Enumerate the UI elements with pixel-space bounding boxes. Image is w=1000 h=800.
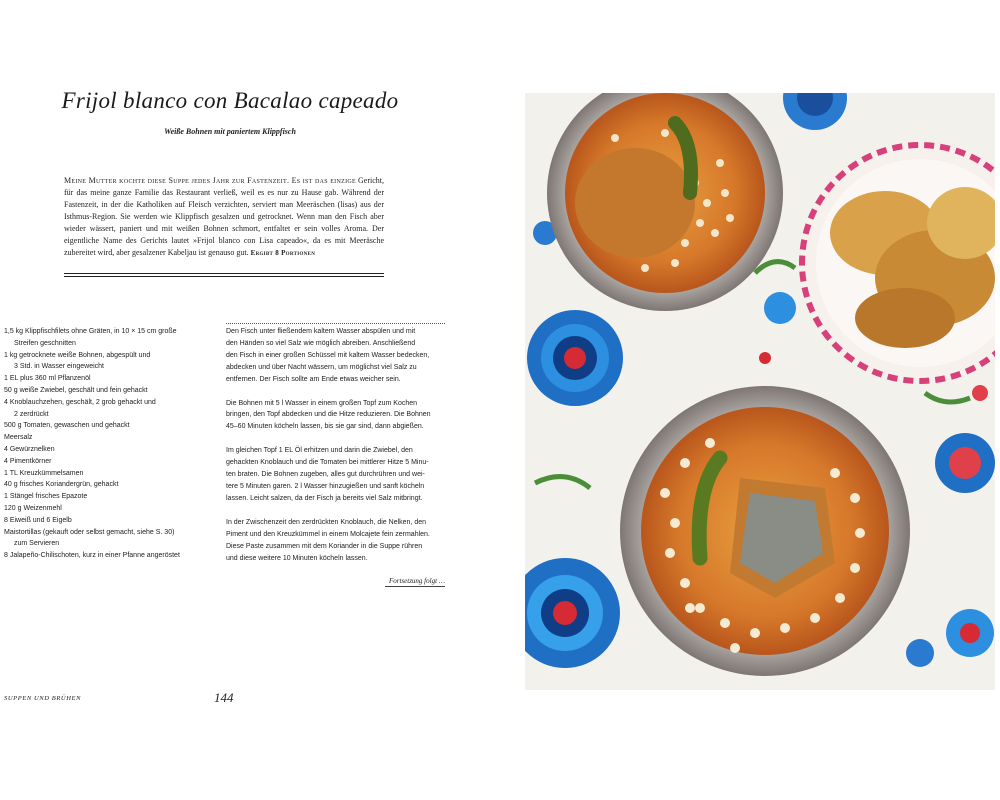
ingredient-line: 1 EL plus 360 ml Pflanzenöl	[4, 375, 91, 383]
method-paragraph	[226, 398, 448, 434]
method-line: lassen. Leicht salzen, da der Fisch ja bereits viel Salz mitbringt.	[226, 494, 423, 502]
ingredient-line: 1,5 kg Klippfischfilets ohne Gräten, in 10 × 15 cm große	[4, 328, 177, 335]
intro-rule-bottom	[64, 276, 384, 277]
footer-section: SUPPEN UND BRÜHEN	[4, 695, 81, 702]
bowl-bottom	[620, 386, 910, 676]
ingredient-line: zum Servieren	[14, 540, 60, 548]
method-paragraph	[226, 445, 448, 505]
ingredient-line: 120 g Weizenmehl	[4, 504, 62, 512]
continue-rule	[385, 586, 445, 587]
method-line: gehackten Knoblauch und die Tomaten bei mittlerer Hitze 5 Minu-	[226, 459, 429, 467]
continue-note: Fortsetzung folgt …	[388, 577, 445, 585]
food-photo-illustration	[525, 93, 995, 690]
ingredient-line: 1 Stängel frisches Epazote	[4, 493, 88, 501]
ingredient-list	[4, 326, 209, 562]
recipe-subtitle: Weiße Bohnen mit paniertem Klippfisch	[164, 127, 296, 136]
method-line: und diese weitere 10 Minuten köcheln lassen.	[226, 554, 368, 562]
ingredient-line: 500 g Tomaten, gewaschen und gehackt	[4, 422, 130, 430]
recipe-title: Frijol blanco con Bacalao capeado	[61, 88, 399, 113]
method-line: Die Bohnen mit 5 l Wasser in einem großen Topf zum Kochen	[226, 399, 418, 407]
ingredient-line: 8 Jalapeño-Chilischoten, kurz in einer Pfanne angeröstet	[4, 552, 180, 560]
method-paragraph	[226, 326, 448, 386]
recipe-intro	[64, 175, 384, 259]
food-photo	[525, 93, 995, 690]
ingredient-line: 1 kg getrocknete weiße Bohnen, abgespült und	[4, 351, 151, 359]
ingredient-line: 4 Knoblauchzehen, geschält, 2 grob gehackt und	[4, 398, 156, 406]
page-number: 144	[214, 690, 234, 705]
method-paragraph	[226, 517, 448, 565]
ingredient-line: 4 Gewürznelken	[4, 445, 55, 453]
method-line: entfernen. Der Fisch sollte am Ende etwas weicher sein.	[226, 375, 401, 383]
ingredient-line: Maistortillas (gekauft oder selbst gemacht, siehe S. 30)	[4, 528, 175, 536]
method-line: Im gleichen Topf 1 EL Öl erhitzen und darin die Zwiebel, den	[226, 447, 413, 455]
method-line: abdecken und über Nacht wässern, um möglichst viel Salz zu	[226, 363, 417, 371]
method-text	[226, 326, 448, 576]
intro-body: Gericht, für das meine ganze Familie das Restaurant verließ, weil es es nur zu Hause gab. Während der Fastenzeit, in der die Katholiken auf Fleisch verzichten, serviert man Meeräschen (lisas) aus der Isthmus-Region. Sie werden wie Klippfisch gesalzen und getrocknet. Wenn man den Fisch aber wieder wässert, paniert und mit weißen Bohnen schmort, entfaltet er sein volles Aroma. Der eigentliche Name des Gerichts lautet »Frijol blanco con Lisa capeado«, da es mit Meeräsche zubereitet wird, aber gesalzener Kabeljau ist genauso gut.	[64, 176, 385, 257]
ingredient-line: 2 zerdrückt	[14, 410, 49, 418]
ingredient-line: 8 Eiweiß und 6 Eigelb	[4, 516, 72, 524]
intro-rule-top	[64, 273, 384, 274]
method-line: Den Fisch unter fließendem kaltem Wasser abspülen und mit	[226, 328, 416, 335]
method-line: den Fisch in einer großen Schüssel mit kaltem Wasser bedecken,	[226, 351, 430, 359]
method-line: In der Zwischenzeit den zerdrückten Knoblauch, die Nelken, den	[226, 518, 427, 526]
ingredient-line: 40 g frisches Koriandergrün, gehackt	[4, 481, 119, 489]
ingredient-line: 4 Pimentkörner	[4, 457, 52, 465]
ingredient-line: 3 Std. in Wasser eingeweicht	[14, 363, 105, 371]
ingredient-line: Streifen geschnitten	[14, 339, 76, 347]
method-line: Diese Paste zusammen mit dem Koriander in die Suppe rühren	[226, 542, 423, 550]
yield-label: Ergibt 8 Portionen	[250, 249, 316, 257]
ingredient-line: 1 TL Kreuzkümmelsamen	[4, 469, 84, 477]
method-dotted-rule	[226, 323, 445, 324]
method-line: tere 5 Minuten garen. 2 l Wasser hinzugießen und sanft köcheln	[226, 482, 425, 490]
ingredient-line: Meersalz	[4, 434, 33, 442]
ingredient-line: 50 g weiße Zwiebel, geschält und fein gehackt	[4, 386, 148, 394]
method-line: Piment und den Kreuzkümmel in einem Molcajete fein zermahlen.	[226, 530, 430, 538]
method-line: den Händen so viel Salz wie möglich abreiben. Anschließend	[226, 339, 416, 347]
method-line: 45–60 Minuten köcheln lassen, bis sie gar sind, dann abgießen.	[226, 423, 424, 431]
intro-lead: Meine Mutter kochte diese Suppe jedes Jahr zur Fastenzeit. Es ist das einzige	[64, 176, 356, 185]
method-line: bringen, den Topf abdecken und die Hitze reduzieren. Die Bohnen	[226, 411, 431, 419]
method-line: ten braten. Die Bohnen zugeben, alles gut durchrühren und wei-	[226, 471, 425, 479]
